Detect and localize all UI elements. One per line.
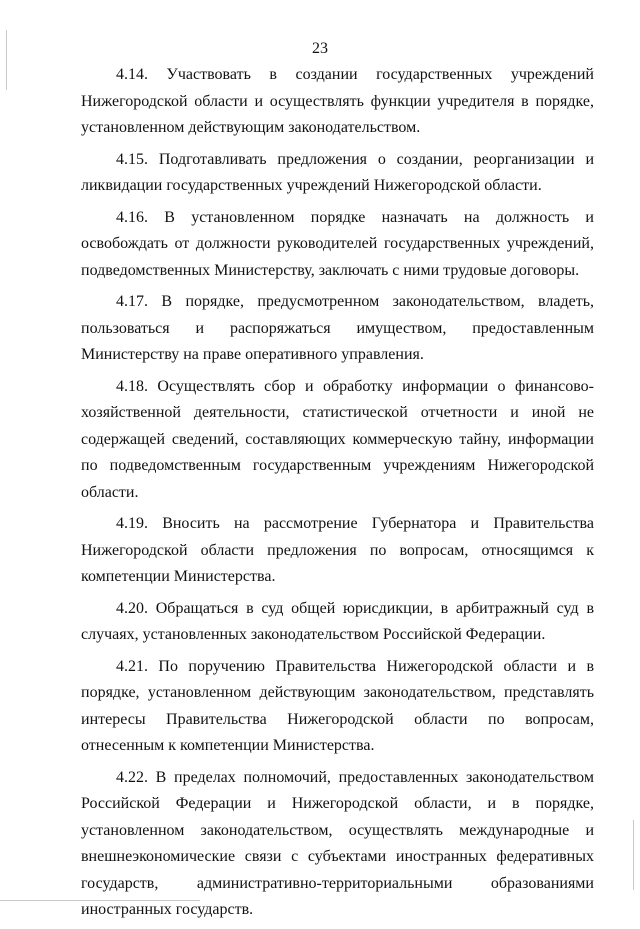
scan-artifact-left-edge: [6, 30, 7, 90]
paragraph-4-19: 4.19. Вносить на рассмотрение Губернатора и Правительства Нижегородской области предложения по вопросам, относящимся к компетенции Министерства.: [81, 515, 594, 585]
paragraph-4-21: 4.21. По поручению Правительства Нижегородской области и в порядке, установленном действующим законодательством, представлять интересы Правительства Нижегородской области по вопросам, отнесенным к компетенции Министерства.: [81, 657, 594, 754]
paragraph-4-14: 4.14. Участвовать в создании государственных учреждений Нижегородской области и осуществлять функции учредителя в порядке, установленном действующим законодательством.: [81, 66, 594, 136]
paragraph-4-20: 4.20. Обращаться в суд общей юрисдикции, в арбитражный суд в случаях, установленных законодательством Российской Федерации.: [81, 599, 594, 643]
scan-artifact-bottom-line: [0, 900, 200, 901]
document-body: [81, 62, 594, 929]
paragraph-4-18: 4.18. Осуществлять сбор и обработку информации о финансово-хозяйственной деятельности, статистической отчетности и иной не содержащей сведений, составляющих коммерческую тайну, информации по подведомственным государственным учреждениям Нижегородской области.: [81, 377, 594, 501]
paragraph-4-22: 4.22. В пределах полномочий, предоставленных законодательством Российской Федерации и Нижегородской области, и в порядке, установленном законодательством, осуществлять международные и внешнеэкономические связи с субъектами иностранных федеративных государств, административно-территориальными образованиями иностранных государств.: [81, 768, 594, 918]
paragraph-4-16: 4.16. В установленном порядке назначать на должность и освобождать от должности руководителей государственных учреждений, подведомственных Министерству, заключать с ними трудовые договоры.: [81, 208, 594, 279]
paragraph-4-15: 4.15. Подготавливать предложения о создании, реорганизации и ликвидации государственных учреждений Нижегородской области.: [81, 150, 594, 194]
scan-artifact-right-edge: [633, 820, 634, 890]
paragraph-4-17: 4.17. В порядке, предусмотренном законодательством, владеть, пользоваться и распоряжаться имуществом, предоставленным Министерству на праве оперативного управления.: [81, 293, 594, 363]
page-number: 23: [312, 40, 328, 57]
